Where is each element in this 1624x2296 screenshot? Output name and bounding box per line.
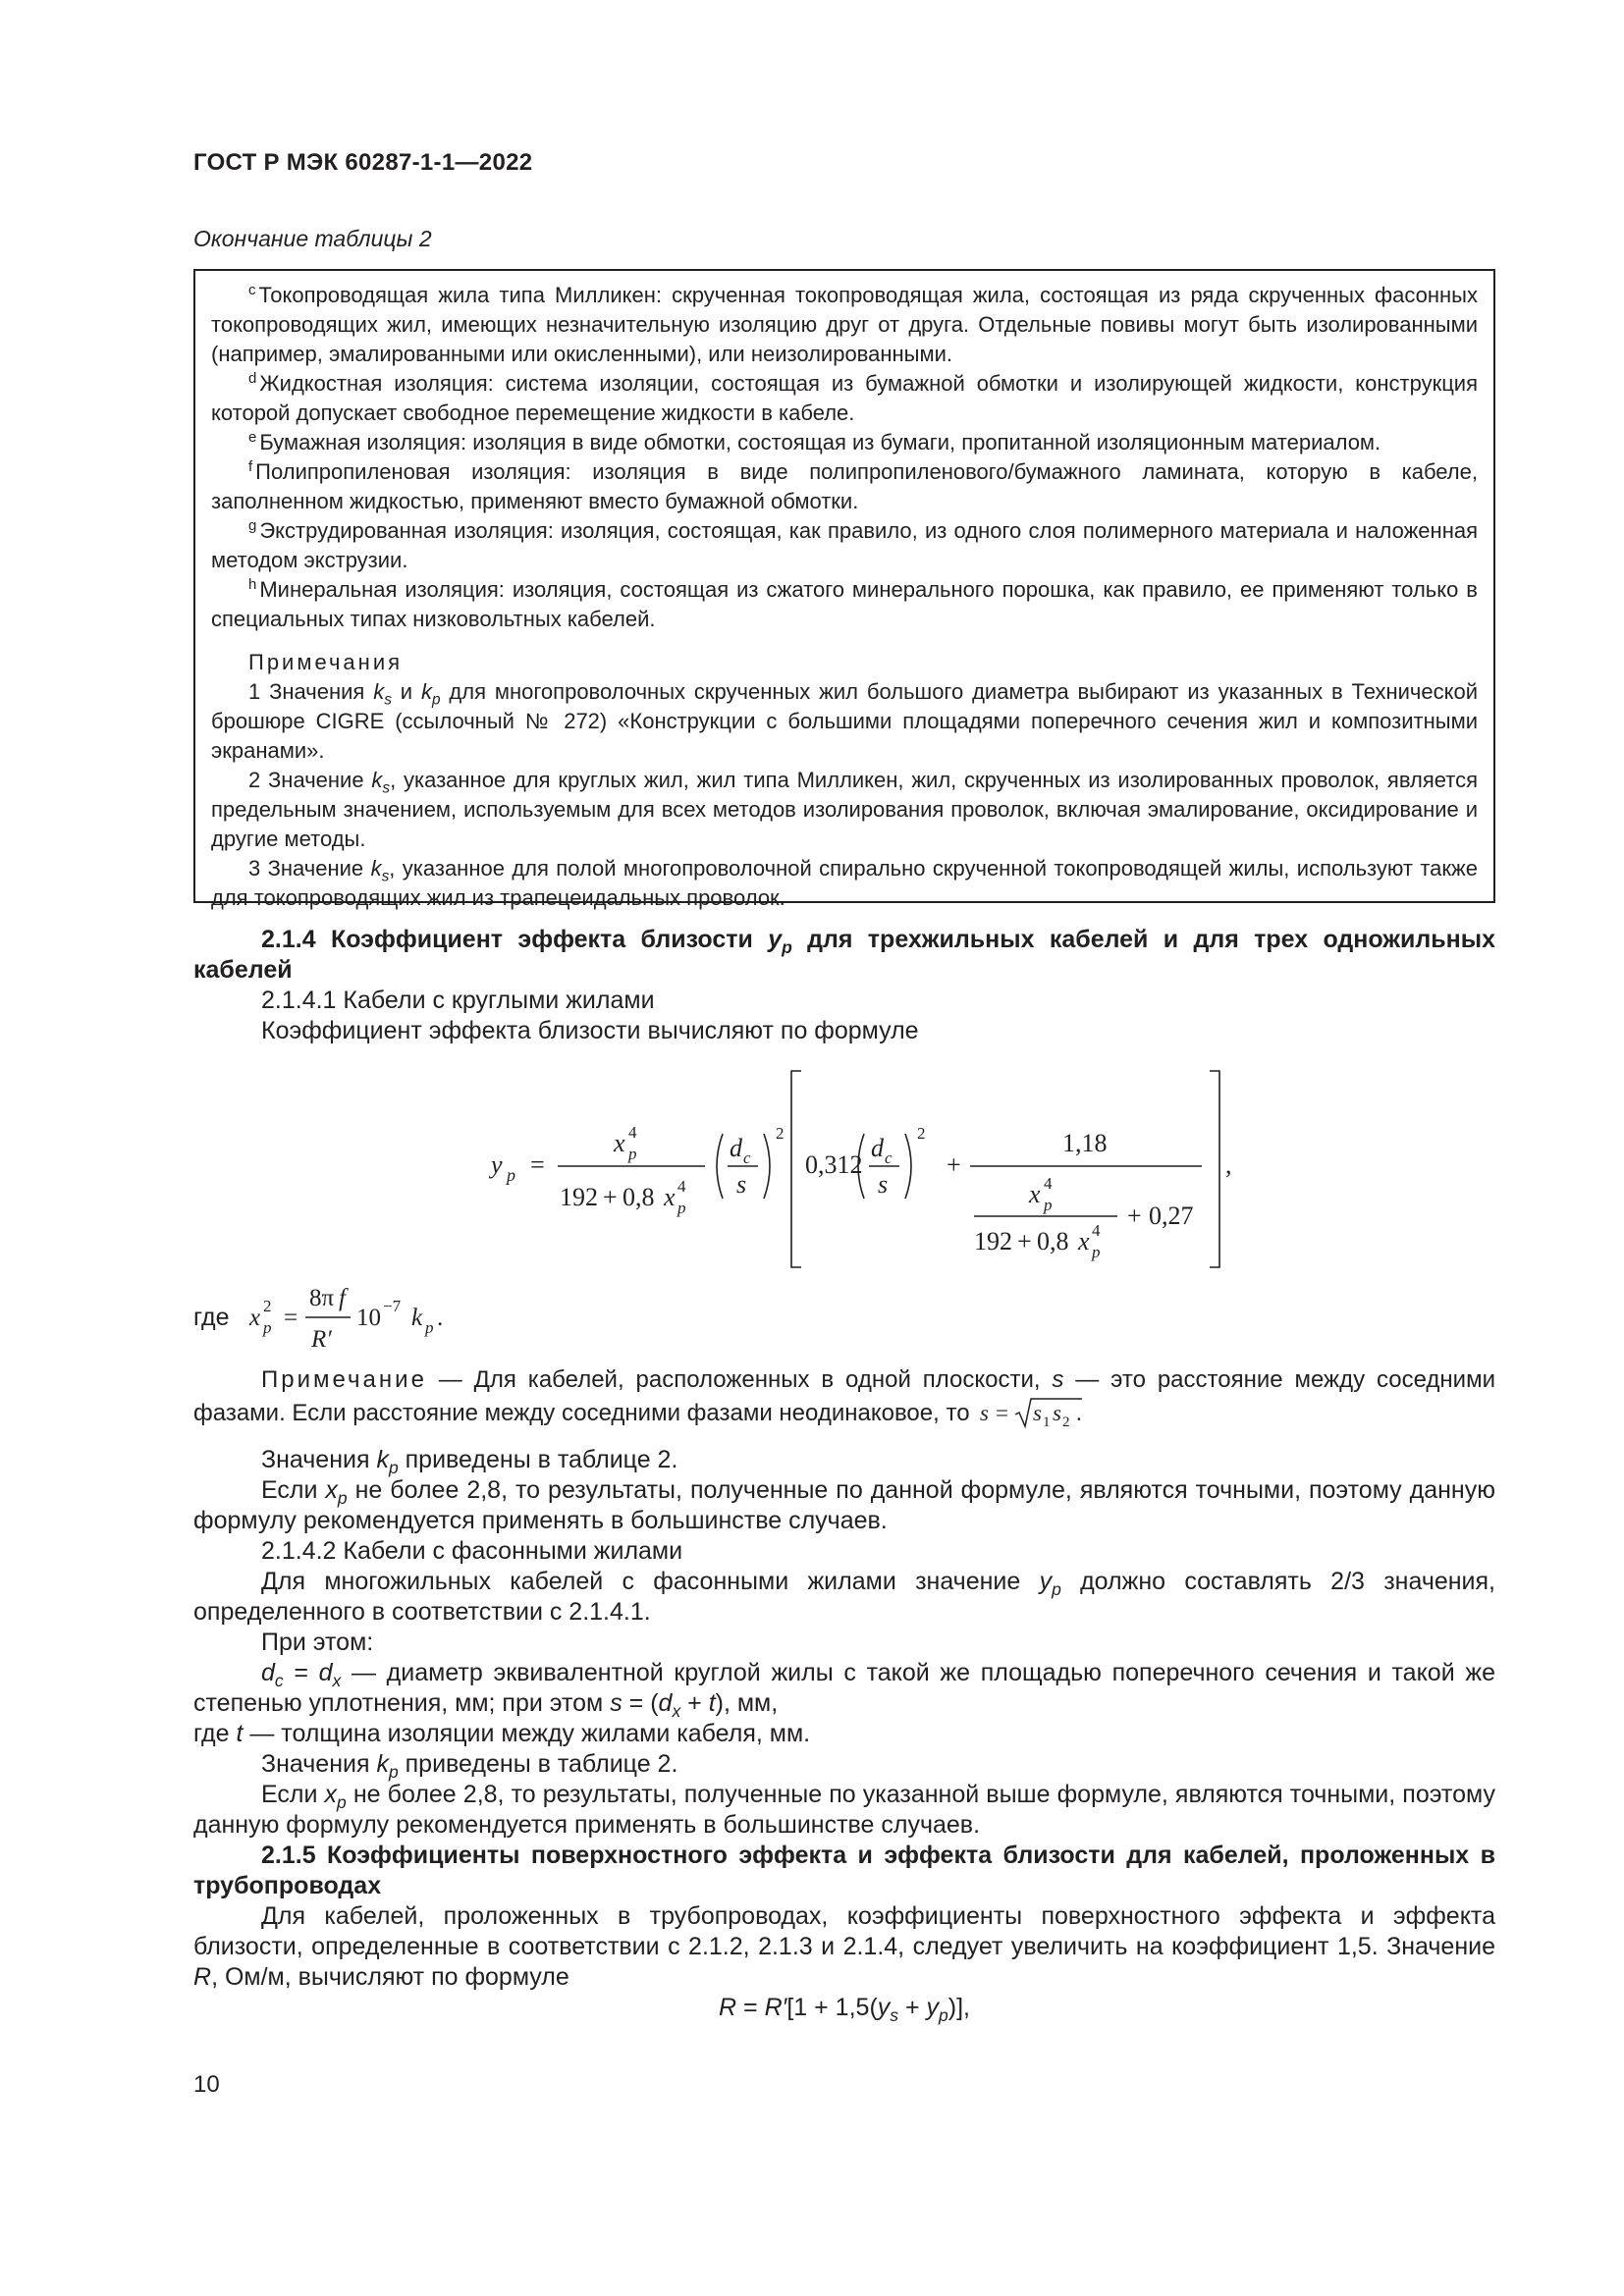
- svg-text:p: p: [677, 1199, 686, 1217]
- svg-text:10: 10: [356, 1305, 381, 1331]
- accuracy-statement-2: Если $x_p$ не более 2,8, то результаты, полученные по указанной выше формуле, являются точными, поэтому данную формулу рекомендуется применять в большинстве случаев.: [193, 1781, 1495, 1839]
- svg-text:=: =: [284, 1305, 298, 1331]
- svg-text:x: x: [1078, 1227, 1090, 1255]
- svg-text:=: =: [996, 1401, 1009, 1425]
- subsection-2-1-4-2: 2.1.4.2 Кабели с фасонными жилами: [261, 1537, 683, 1565]
- svg-text:x: x: [1029, 1180, 1041, 1208]
- table-continuation-caption: Окончание таблицы 2: [193, 226, 432, 251]
- dc-definition: $d_c = d_x$ — диаметр эквивалентной круглой жилы с такой же площадью поперечного сечения и такой же степенью уплотнения, мм; при этом $s = (d_x + t)$, мм,: [193, 1659, 1495, 1722]
- svg-text:4: 4: [1092, 1221, 1101, 1240]
- svg-text:k: k: [411, 1305, 423, 1331]
- xp-definition-formula: [193, 1276, 783, 1355]
- svg-text:d: d: [730, 1134, 742, 1162]
- notes-title: Примечания: [248, 650, 404, 674]
- svg-text:1: 1: [1043, 1415, 1051, 1430]
- svg-text:c: c: [743, 1148, 751, 1167]
- section-2-1-5-heading: 2.1.5 Коэффициенты поверхностного эффекта и эффекта близости для кабелей, проложенных в трубопроводах: [193, 1842, 1495, 1899]
- subsection-2-1-4-1: 2.1.4.1 Кабели с круглыми жилами: [261, 987, 655, 1014]
- svg-text:d: d: [871, 1134, 884, 1162]
- footnote-f: $^f$ Полипропиленовая изоляция: изоляция в виде полипропиленового/бумажного ламината, которую в кабеле, заполненном жидкостью, применяют вместо бумажной обмотки.: [211, 458, 1478, 513]
- svg-text:s: s: [1033, 1401, 1043, 1425]
- note-1: 1 Значения $k_s$ и $k_p$ для многопроволочных скрученных жил большого диаметра выбирают из указанных в Технической брошюре CIGRE (ссылочный № 272) «Конструкции с большими площадями поперечного сечения жил и композитными экранами».: [211, 679, 1479, 763]
- svg-text:+: +: [603, 1183, 618, 1211]
- svg-text:c: c: [885, 1148, 893, 1167]
- kp-values-ref-2: Значения $k_p$ приведены в таблице 2.: [261, 1750, 678, 1783]
- geometric-mean-formula: [976, 1395, 1086, 1430]
- svg-text:−7: −7: [383, 1297, 402, 1315]
- svg-text:p: p: [425, 1318, 434, 1337]
- svg-text:=: =: [530, 1150, 545, 1179]
- svg-text:192: 192: [974, 1227, 1012, 1255]
- proximity-effect-formula: [471, 1065, 1257, 1276]
- note-3: 3 Значение $k_s$, указанное для полой многопроволочной спирально скрученной токопроводящей жилы, используют также для токопроводящих жил из трапецеидальных проволок.: [211, 856, 1478, 910]
- formula-intro: Коэффициент эффекта близости вычисляют по формуле: [261, 1017, 919, 1044]
- svg-text:s: s: [878, 1170, 889, 1199]
- pipe-resistance-formula: $R = R'[1 + 1,5(y_s + y_p)]$,: [719, 1994, 970, 2026]
- svg-text:2: 2: [1062, 1415, 1070, 1430]
- kp-values-ref: Значения $k_p$ приведены в таблице 2.: [261, 1446, 678, 1478]
- section-2-1-4-body: [193, 1445, 1496, 2026]
- svg-text:0,312: 0,312: [805, 1150, 863, 1179]
- svg-text:1,18: 1,18: [1062, 1129, 1108, 1157]
- svg-text:4: 4: [628, 1123, 637, 1142]
- footnote-c: $^c$ Токопроводящая жила типа Милликен: скрученная токопроводящая жила, состоящая из ряда скрученных фасонных токопроводящих жил, имеющих незначительную изоляцию друг от друга. Отдельные повивы могут быть изолированными (например, эмалированными или окисленными), или неизолированными.: [211, 282, 1478, 366]
- svg-text:2: 2: [776, 1124, 785, 1143]
- note-2: 2 Значение $k_s$, указанное для круглых жил, жил типа Милликен, жил, скрученных из изолированных проволок, является предельным значением, используемым для всех методов изолирования проволок, включая эмалирование, оксидирование и другие методы.: [211, 768, 1478, 851]
- footnote-g: $^g$ Экструдированная изоляция: изоляция, состоящая, как правило, из одного слоя полимерного материала и наложенная методом экструзии.: [211, 517, 1478, 572]
- svg-text:4: 4: [1044, 1174, 1053, 1193]
- svg-text:s: s: [1053, 1401, 1062, 1425]
- footnote-d: $^d$ Жидкостная изоляция: система изоляции, состоящая из бумажной обмотки и изолирующей жидкости, конструкция которой допускает свободное перемещение жидкости в кабеле.: [211, 370, 1478, 425]
- footnote-e: $^e$ Бумажная изоляция: изоляция в виде обмотки, состоящая из бумаги, пропитанной изоляционным материалом.: [248, 429, 1381, 454]
- svg-text:.: .: [437, 1305, 444, 1331]
- also-label: При этом:: [261, 1629, 374, 1656]
- svg-text:+: +: [947, 1150, 961, 1179]
- svg-text:R′: R′: [311, 1326, 332, 1353]
- svg-text:x: x: [249, 1305, 261, 1331]
- svg-text:s: s: [736, 1170, 747, 1199]
- svg-text:p: p: [1092, 1243, 1101, 1261]
- svg-text:0,27: 0,27: [1149, 1201, 1194, 1230]
- svg-text:где: где: [193, 1304, 230, 1331]
- svg-text:p: p: [1044, 1196, 1053, 1214]
- svg-text:s: s: [980, 1401, 990, 1425]
- svg-text:x: x: [614, 1129, 625, 1157]
- accuracy-statement: Если $x_p$ не более 2,8, то результаты, полученные по данной формуле, являются точными, поэтому данную формулу рекомендуется применять в большинстве случаев.: [193, 1476, 1495, 1534]
- svg-text:0,8: 0,8: [623, 1183, 655, 1211]
- svg-text:2: 2: [263, 1297, 272, 1315]
- svg-text:8π: 8π: [309, 1285, 335, 1311]
- svg-text:p: p: [507, 1165, 515, 1185]
- svg-text:192: 192: [560, 1183, 598, 1211]
- svg-text:2: 2: [917, 1124, 926, 1143]
- note-s-definition: Примечание — Для кабелей, расположенных в одной плоскости, s — это расстояние между соседними фазами. Если расстояние между соседними фазами неодинаковое, то s = s 1 s 2 .: [193, 1366, 1495, 1430]
- footnote-h: $^h$ Минеральная изоляция: изоляция, состоящая из сжатого минерального порошка, как правило, ее применяют только в специальных типах низковольтных кабелей.: [211, 576, 1478, 631]
- svg-text:+: +: [1127, 1201, 1142, 1230]
- svg-text:x: x: [664, 1183, 676, 1211]
- t-definition: где t — толщина изоляции между жилами кабеля, мм.: [193, 1720, 811, 1747]
- svg-text:f: f: [339, 1285, 346, 1311]
- formula-yp: y: [491, 1150, 503, 1179]
- proximity-note: [193, 1364, 1495, 1430]
- page-number: 10: [193, 2071, 220, 2098]
- svg-text:4: 4: [677, 1177, 686, 1196]
- section-2-1-5-text: Для кабелей, проложенных в трубопроводах, коэффициенты поверхностного эффекта и эффекта близости, определенные в соответствии с 2.1.2, 2.1.3 и 2.1.4, следует увеличить на коэффициент 1,5. Значение R, Ом/м, вычисляют по формуле: [193, 1902, 1495, 1991]
- standard-header: ГОСТ Р МЭК 60287-1-1—2022: [193, 149, 533, 176]
- section-2-1-4-intro: [193, 925, 1495, 1046]
- svg-text:.: .: [1076, 1401, 1082, 1425]
- svg-text:+: +: [1017, 1227, 1032, 1255]
- section-2-1-4-heading: 2.1.4 Коэффициент эффекта близости $y_p$ для трехжильных кабелей и для трех одножильных кабелей: [193, 926, 1496, 984]
- svg-text:p: p: [628, 1145, 637, 1163]
- shaped-conductors-text: Для многожильных кабелей с фасонными жилами значение $y_p$ должно составлять 2/3 значения, определенного в соответствии с 2.1.4.1.: [193, 1568, 1496, 1626]
- svg-text:,: ,: [1225, 1150, 1232, 1179]
- table-footnotes-box: [193, 269, 1495, 910]
- svg-text:0,8: 0,8: [1037, 1227, 1069, 1255]
- svg-text:p: p: [263, 1318, 272, 1337]
